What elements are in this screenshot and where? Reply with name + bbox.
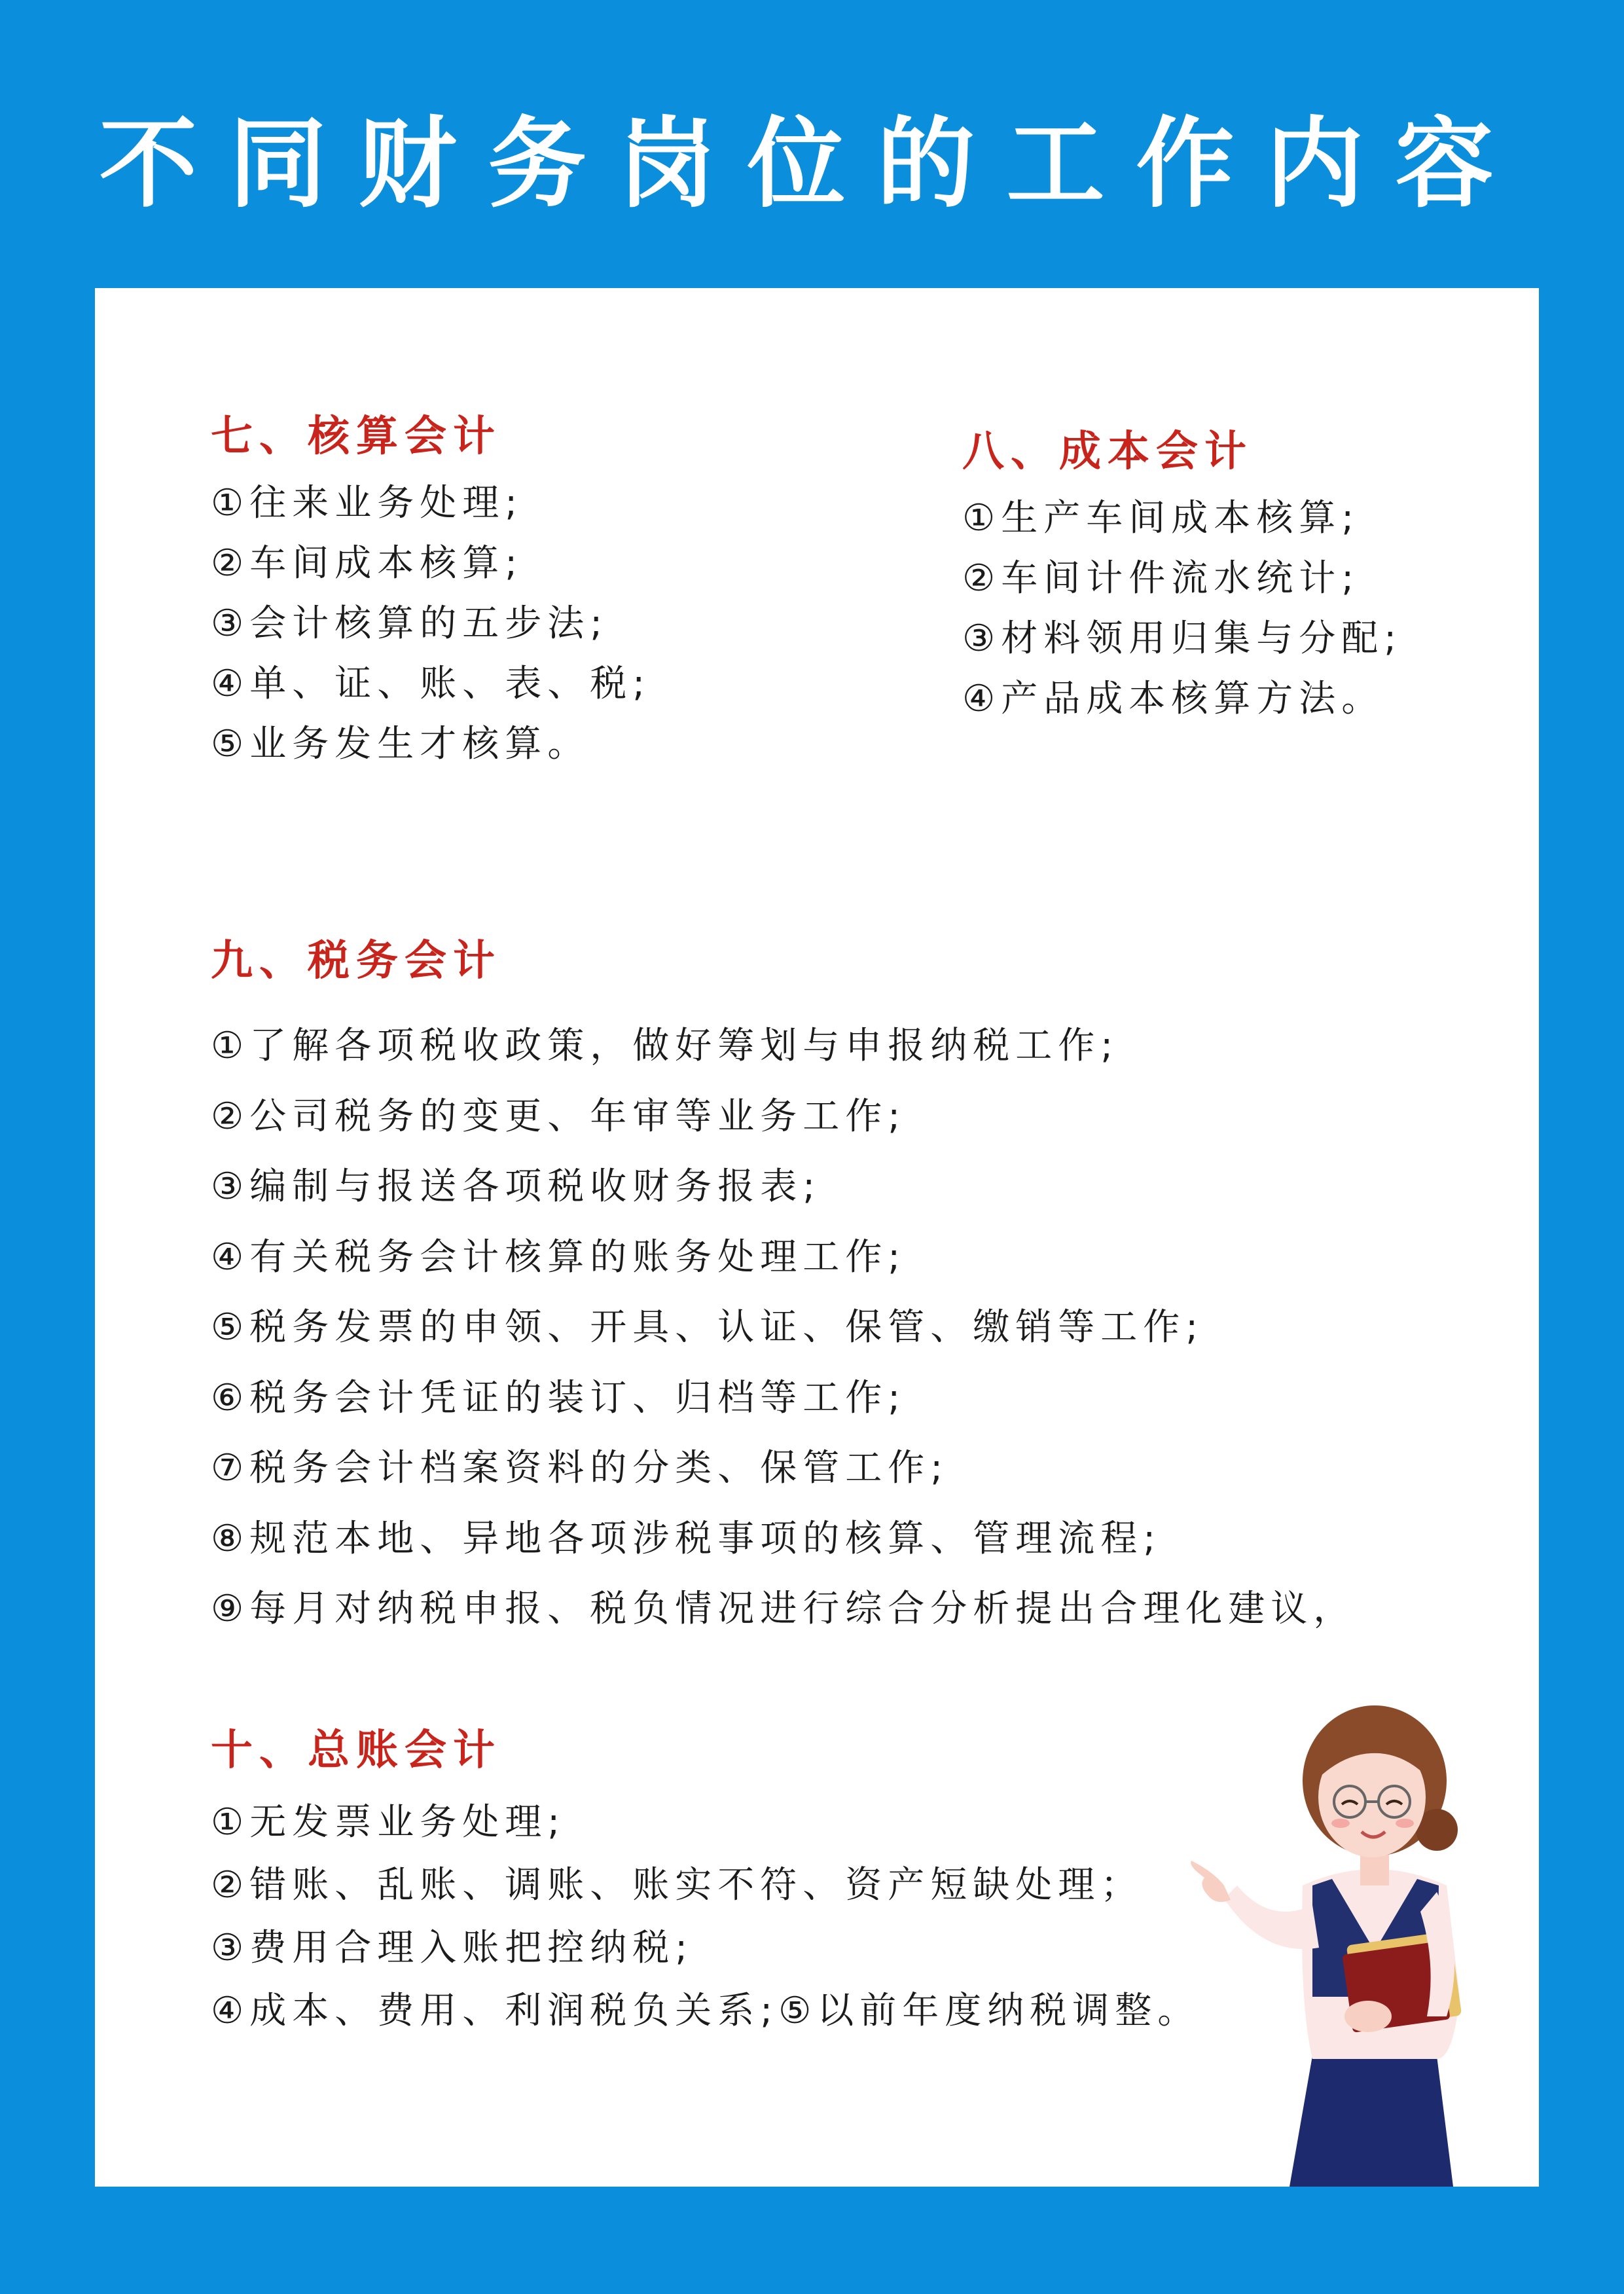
section-title: 十、总账会计 — [211, 1726, 501, 1775]
list-item: ⑦税务会计档案资料的分类、保管工作; — [211, 1447, 949, 1489]
section-accounting — [211, 409, 651, 774]
list-item: ④单、证、账、表、税; — [211, 663, 651, 705]
section-general-ledger — [211, 1723, 1200, 2043]
section-tax-accounting — [211, 934, 1356, 1645]
teacher-holding-book-illustration — [1178, 1689, 1545, 2187]
list-item: ②车间计件流水统计; — [962, 557, 1360, 600]
list-item: ②公司税务的变更、年审等业务工作; — [211, 1095, 907, 1138]
list-item: ③材料领用归集与分配; — [962, 617, 1403, 660]
list-item: ③费用合理入账把控纳税; — [211, 1927, 694, 1969]
list-item: ⑤业务发生才核算。 — [211, 723, 590, 765]
list-item: ①往来业务处理; — [211, 482, 524, 524]
list-item: ⑨每月对纳税申报、税负情况进行综合分析提出合理化建议， — [211, 1588, 1356, 1630]
list-item: ③会计核算的五步法; — [211, 602, 609, 645]
list-item: ⑧规范本地、异地各项涉税事项的核算、管理流程; — [211, 1517, 1162, 1560]
section-title: 七、核算会计 — [211, 412, 501, 461]
list-item: ①生产车间成本核算; — [962, 497, 1360, 539]
list-item: ②错账、乱账、调账、账实不符、资产短缺处理； — [211, 1864, 1144, 1906]
list-item: ⑤税务发票的申领、开具、认证、保管、缴销等工作; — [211, 1306, 1204, 1349]
list-item: ③编制与报送各项税收财务报表; — [211, 1165, 821, 1208]
section-title: 九、税务会计 — [211, 937, 501, 985]
list-item: ②车间成本核算; — [211, 542, 524, 585]
section-title: 八、成本会计 — [962, 428, 1253, 476]
list-item: ④有关税务会计核算的账务处理工作; — [211, 1235, 907, 1279]
list-item: ①无发票业务处理; — [211, 1801, 566, 1844]
list-item: ④成本、费用、利润税负关系;⑤以前年度纳税调整。 — [211, 1990, 1200, 2032]
list-item: ④产品成本核算方法。 — [962, 678, 1384, 720]
list-item: ⑥税务会计凭证的装订、归档等工作; — [211, 1376, 907, 1419]
section-cost-accounting — [962, 424, 1402, 729]
list-item: ①了解各项税收政策，做好筹划与申报纳税工作; — [211, 1025, 1119, 1067]
page-title: 不同财务岗位的工作内容 — [99, 106, 1525, 221]
